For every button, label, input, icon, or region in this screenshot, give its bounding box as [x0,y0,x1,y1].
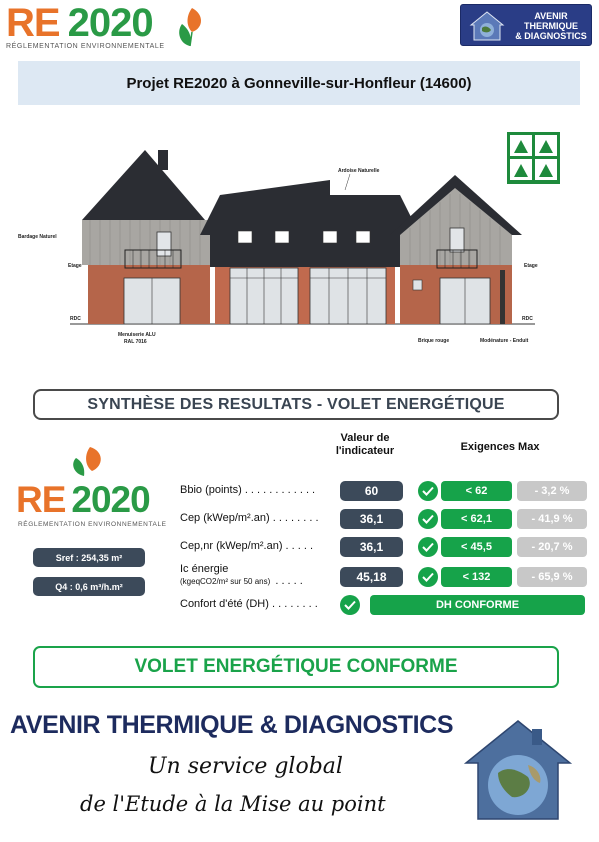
sref-badge: Sref : 254,35 m² [33,548,145,567]
row-ic-value: 45,18 [340,567,403,587]
slogan-line1: Un service global [148,754,343,779]
project-title-bar [18,61,580,105]
globe-house-illustration [458,715,576,823]
re2020-logo-large [14,446,174,536]
label-roof: Ardoise Naturelle [338,168,380,174]
globe-house-icon [467,9,507,43]
re-logo-year: 2020 [67,1,153,45]
column-header-max: Exigences Max [460,441,540,453]
slogan-line2: de l'Etude à la Mise au point [80,792,386,816]
row-bbio-margin: - 3,2 % [517,481,587,501]
row-cepnr-label: Cep,nr (kWep/m².an) . . . . . [180,540,314,552]
re-logo-subtitle: RÉGLEMENTATION ENVIRONNEMENTALE [6,43,165,50]
atd-badge-line1: AVENIR [534,11,568,21]
comfort-status: DH CONFORME [370,595,585,615]
label-floor-left: Etage [68,263,82,269]
project-title: Projet RE2020 à Gonneville-sur-Honfleur (14600) [126,74,472,92]
row-cep-value: 36,1 [340,509,403,529]
row-cepnr-max: < 45,5 [441,537,512,557]
row-ic-label-sub: (kgeqCO2/m² sur 50 ans) [180,577,271,586]
re-large-subtitle: RÉGLEMENTATION ENVIRONNEMENTALE [18,521,167,528]
label-joinery: Menuiserie ALU [118,332,156,338]
atd-badge-line3: & DIAGNOSTICS [515,31,587,41]
row-cepnr-margin: - 20,7 % [517,537,587,557]
atd-badge-line2: THERMIQUE [524,21,578,31]
row-cep-margin: - 41,9 % [517,509,587,529]
atd-badge-logo [460,4,592,46]
check-icon [418,537,438,557]
synthesis-title: SYNTHÈSE DES RESULTATS - VOLET ENERGÉTIQUE [87,395,505,413]
energy-house-svg [506,131,561,185]
row-cep-label: Cep (kWep/m².an) . . . . . . . . [180,512,319,524]
re-large-re: RE [16,479,66,520]
row-bbio-value: 60 [340,481,403,501]
row-cep-label-text: Cep (kWep/m².an) [180,512,270,524]
label-rdc-left: RDC [70,316,81,322]
re2020-large-text [16,479,150,520]
re-logo-re: RE [6,1,60,45]
column-header-value-line1: Valeur de [340,432,390,444]
row-cepnr-value: 36,1 [340,537,403,557]
re-large-year: 2020 [71,479,150,520]
verdict-text: VOLET ENERGÉTIQUE CONFORME [134,656,458,677]
row-ic-max: < 132 [441,567,512,587]
atd-badge-text [511,11,591,41]
verdict-box [33,646,559,688]
row-ic-label: Ic énergie (kgeqCO2/m² sur 50 ans) . . . . . [180,563,303,587]
q4-badge: Q4 : 0,6 m³/h.m² [33,577,145,596]
check-icon [340,595,360,615]
label-brick: Brique rouge [418,338,450,344]
company-name: AVENIR THERMIQUE & DIAGNOSTICS [10,711,454,739]
label-ral: RAL 7016 [124,339,147,345]
row-cep-max: < 62,1 [441,509,512,529]
leaf-icon [176,6,206,50]
label-cladding: Bardage Naturel [18,234,57,240]
row-ic-margin: - 65,9 % [517,567,587,587]
re2020-logo [6,1,206,50]
row-ic-label-text: Ic énergie [180,563,229,575]
energy-house-icon [506,131,561,185]
synthesis-title-box [33,389,559,420]
label-rdc-right: RDC [522,316,533,322]
column-header-value-line2: l'indicateur [335,445,395,457]
label-floor-right: Etage [524,263,538,269]
check-icon [418,509,438,529]
leaf-icon-large [68,446,108,482]
row-comfort-label: Confort d'été (DH) . . . . . . . . [180,598,318,610]
row-comfort-label-text: Confort d'été (DH) [180,598,269,610]
column-header-value [325,432,405,458]
label-render: Modénature - Enduit [480,338,529,344]
row-bbio-label-text: Bbio (points) [180,484,242,496]
row-bbio-max: < 62 [441,481,512,501]
row-cepnr-label-text: Cep,nr (kWep/m².an) [180,540,283,552]
check-icon [418,567,438,587]
row-bbio-label: Bbio (points) . . . . . . . . . . . . [180,484,316,496]
check-icon [418,481,438,501]
